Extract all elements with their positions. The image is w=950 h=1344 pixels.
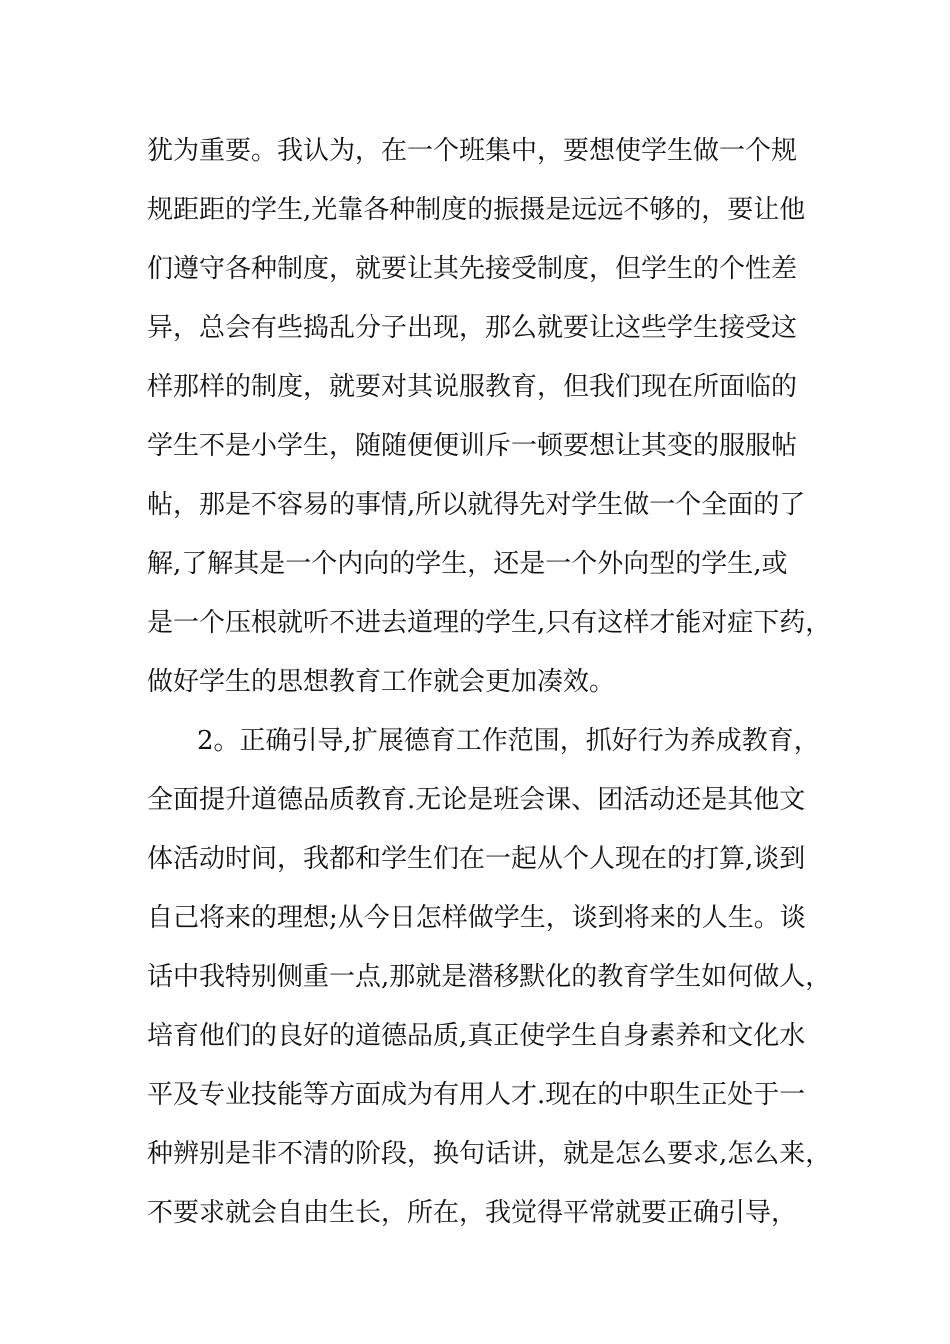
text-line: 异，总会有些捣乱分子出现，那么就要让这些学生接受这 bbox=[147, 313, 798, 343]
text-line: 解,了解其是一个内向的学生，还是一个外向型的学生,或 bbox=[147, 549, 788, 579]
text-line: 培育他们的良好的道德品质,真正使学生自身素养和文化水 bbox=[147, 1021, 806, 1051]
text-line: 犹为重要。我认为，在一个班集中，要想使学生做一个规 bbox=[147, 136, 798, 166]
text-line: 样那样的制度，就要对其说服教育，但我们现在所面临的 bbox=[147, 372, 798, 402]
text-line: 平及专业技能等方面成为有用人才.现在的中职生正处于一 bbox=[147, 1080, 806, 1110]
text-line: 全面提升道德品质教育.无论是班会课、团活动还是其他文 bbox=[147, 785, 806, 815]
text-line: 体活动时间，我都和学生们在一起从个人现在的打算,谈到 bbox=[147, 844, 806, 874]
text-line: 学生不是小学生，随随便便训斥一顿要想让其变的服服帖 bbox=[147, 431, 798, 461]
text-line: 话中我特别侧重一点,那就是潜移默化的教育学生如何做人， bbox=[147, 962, 832, 992]
text-line: 自己将来的理想;从今日怎样做学生，谈到将来的人生。谈 bbox=[147, 903, 806, 933]
text-line: 做好学生的思想教育工作就会更加凑效。 bbox=[147, 667, 616, 697]
text-line: 种辨别是非不清的阶段，换句话讲，就是怎么要求,怎么来， bbox=[147, 1139, 832, 1169]
paragraph-start-line: 2。正确引导,扩展德育工作范围，抓好行为养成教育， bbox=[197, 726, 820, 756]
text-line: 规距距的学生,光靠各种制度的振摄是远远不够的，要让他 bbox=[147, 195, 806, 225]
text-line: 们遵守各种制度，就要让其先接受制度，但学生的个性差 bbox=[147, 254, 798, 284]
text-line: 不要求就会自由生长，所在，我觉得平常就要正确引导， bbox=[147, 1198, 798, 1228]
text-line: 是一个压根就听不进去道理的学生,只有这样才能对症下药， bbox=[147, 608, 832, 638]
text-line: 帖，那是不容易的事情,所以就得先对学生做一个全面的了 bbox=[147, 490, 806, 520]
